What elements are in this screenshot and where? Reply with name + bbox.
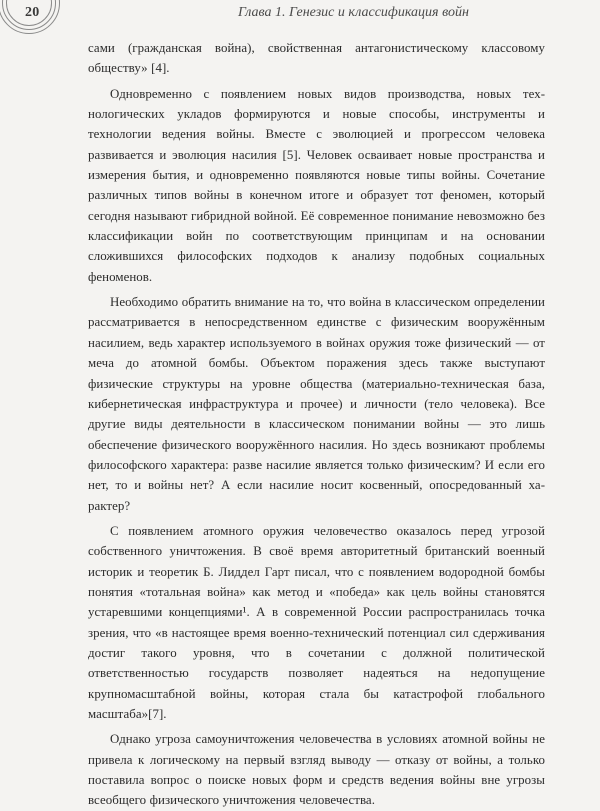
- running-head: Глава 1. Генезис и классификация войн: [238, 5, 469, 20]
- paragraph-4: Однако угроза самоуничтожения человечества в условиях атомной войны не привела к логическому на первый взгляд выводу — отказу от войны, а только поставила вопрос о поиске новых форм и средств ведения войны вне угрозы всеобщего физического уничтожения человечества.: [88, 732, 545, 808]
- page-number: 20: [25, 5, 40, 20]
- paragraph-3: С появлением атомного оружия человечество оказалось перед угрозой собственного уничтожения. В своё время авторитетный британский военный историк и теоретик Б. Лиддел Гарт писал, что с появлением водородной бомбы понятия «тотальная война» как метод и «победа» как цель войны становятся устаревшими концепциями¹. А в современной России распространилась точка зрения, что «в настоящее время военно-технический потенциал сил сдерживания достиг такого уровня, что в сочетании с должной политической ответственностью государств позволяет надеяться на недопущение крупномасштабной войны, которая стала бы катастрофой глобального масштаба»[7].: [88, 523, 545, 721]
- page-header: [0, 0, 600, 34]
- paragraph-2: Необходимо обратить внимание на то, что война в классическом определении рассматривается в непосредственном единстве с физическим вооружённым насилием, ведь характер используемого в войнах оружия тоже физический — от меча до атомной бомбы. Объектом поражения здесь также выступают физические структуры на уровне общества (материально-техническая база, кибернетическая инфраструктура и прочее) и личности (тело человека). Все другие виды деятельности в классическом понимании войны — это лишь обеспечение физического вооружённого насилия. Но здесь возникают проблемы философского характера: разве насилие является только физическим? И если его нет, то и войны нет? А если насилие носит косвенный, опосредованный характер?: [88, 295, 545, 513]
- body-text: [88, 38, 545, 811]
- paragraph-continuation: сами (гражданская война), свойственная антагонистическому классовому обществу» [4].: [88, 41, 545, 76]
- paragraph-1: Одновременно с появлением новых видов производства, новых технологических укладов формируются и новые способы, инструменты и технологии ведения войны. Вместе с эволюцией и прогрессом человека развивается и эволюция насилия [5]. Человек осваивает новые пространства и измерения бытия, и одновременно появляются новые типы войны. Сочетание различных типов войны в конечном итоге и образует тот феномен, который сегодня называют гибридной войной. Её современное понимание невозможно без классификации войн по соответствующим принципам и на основании сложившихся философских подходов к анализу подобных социальных феноменов.: [88, 86, 545, 284]
